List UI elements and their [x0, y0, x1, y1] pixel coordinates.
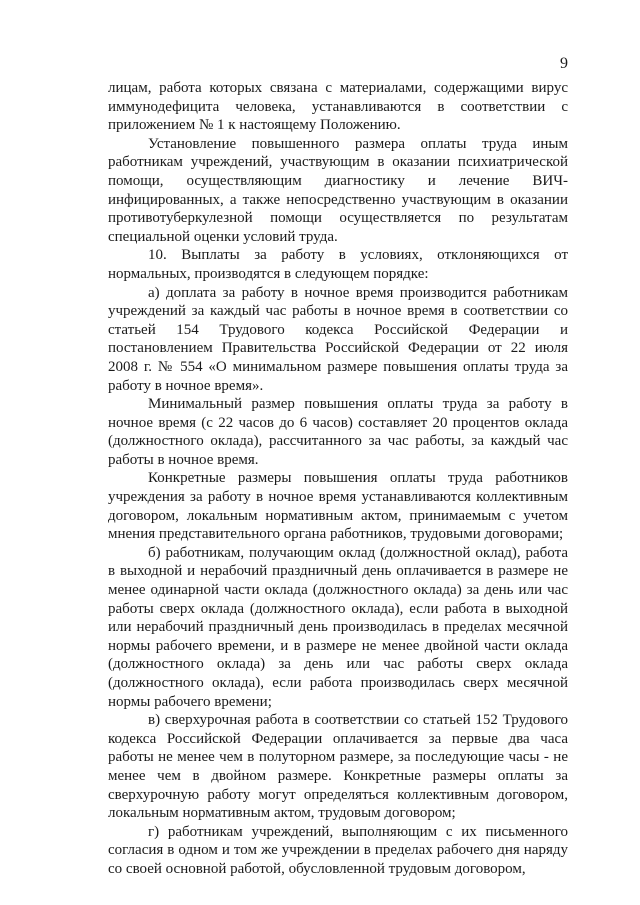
document-body	[108, 79, 568, 879]
paragraph-increased-pay: Установление повышенного размера оплаты труда иным работникам учреждений, участвующим в оказании психиатрической помощи, осуществляющим диагностику и лечение ВИЧ-инфицированных, а также непосредственно участвующим в оказании противотуберкулезной помощи осуществляется по результатам специальной оценки условий труда.	[108, 135, 568, 245]
paragraph-continuation: лицам, работа которых связана с материалами, содержащими вирус иммунодефицита человека, устанавливаются в соответствии с приложением № 1 к настоящему Положению.	[108, 80, 568, 134]
paragraph-night-specific: Конкретные размеры повышения оплаты труда работников учреждения за работу в ночное время устанавливаются коллективным договором, локальным нормативным актом, принимаемым с учетом мнения представительного органа работников, трудовыми договорами;	[108, 470, 568, 543]
paragraph-subitem-b: б) работникам, получающим оклад (должностной оклад), работа в выходной и нерабочий праздничный день оплачивается в размере не менее одинарной части оклада (должностного оклада) за день или час работы сверх оклада (должностного оклада), если работа в выходной или нерабочий праздничный день производилась в пределах месячной нормы рабочего времени, и в размере не менее двойной части оклада (должностного оклада) за день или час работы сверх оклада (должностного оклада), если работа производилась сверх месячной нормы рабочего времени;	[108, 544, 568, 710]
paragraph-item-10: 10. Выплаты за работу в условиях, отклоняющихся от нормальных, производятся в следующем порядке:	[108, 247, 568, 282]
paragraph-night-minimum: Минимальный размер повышения оплаты труда за работу в ночное время (с 22 часов до 6 часов) составляет 20 процентов оклада (должностного оклада), рассчитанного за час работы, за каждый час работы в ночное время.	[108, 396, 568, 468]
paragraph-subitem-v: в) сверхурочная работа в соответствии со статьей 152 Трудового кодекса Российской Федерации оплачивается за первые два часа работы не менее чем в полуторном размере, за последующие часы - не менее чем в двойном размере. Конкретные размеры оплаты за сверхурочную работу могут определяться коллективным договором, локальным нормативным актом, трудовым договором;	[108, 712, 568, 822]
paragraph-subitem-a: а) доплата за работу в ночное время производится работникам учреждений за каждый час работы в ночное время в соответствии со статьей 154 Трудового кодекса Российской Федерации и постановлением Правительства Российской Федерации от 22 июля 2008 г. № 554 «О минимальном размере повышения оплаты труда за работу в ночное время».	[108, 284, 568, 394]
paragraph-subitem-g: г) работникам учреждений, выполняющим с их письменного согласия в одном и том же учреждении в пределах рабочего дня наряду со своей основной работой, обусловленной трудовым договором,	[108, 823, 568, 877]
page-number: 9	[560, 55, 568, 72]
